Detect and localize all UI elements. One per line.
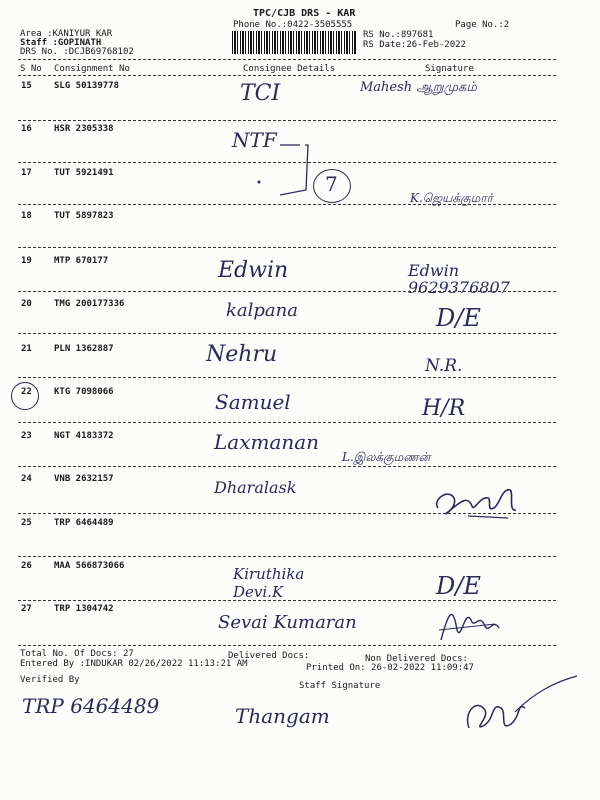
verified-by: Verified By — [20, 675, 80, 685]
row-sno: 22 — [21, 387, 32, 397]
row-sno: 17 — [21, 168, 32, 178]
row-divider — [18, 466, 556, 467]
staff-signature-label: Staff Signature — [299, 681, 381, 691]
handwritten-name: Thangam — [235, 704, 330, 728]
drs-number: DRS No. :DCJB69768102 — [20, 47, 134, 57]
rs-date: RS Date:26-Feb-2022 — [363, 40, 466, 50]
entered-by: Entered By :INDUKAR 02/26/2022 11:13:21 AM — [20, 659, 248, 669]
row-consignee: Nehru — [206, 342, 278, 367]
row-divider — [18, 204, 556, 205]
row-signature: L.இலக்குமணன் — [342, 450, 431, 464]
row-sno: 26 — [21, 561, 32, 571]
row-consignment: TUT 5897823 — [54, 211, 114, 221]
row-consignment: VNB 2632157 — [54, 474, 114, 484]
row-consignee: Edwin — [218, 258, 289, 283]
row-sno: 16 — [21, 124, 32, 134]
row-consignee: Sevai Kumaran — [218, 612, 357, 633]
row-signature: K.ஜெயக்குமார் — [410, 191, 493, 205]
row-consignment: TMG 200177336 — [54, 299, 125, 309]
delivered-docs: Delivered Docs: — [228, 651, 310, 661]
handwritten-note: TRP 6464489 — [22, 694, 160, 718]
barcode — [232, 31, 357, 54]
col-consignment: Consignment No — [54, 64, 130, 74]
row-divider — [18, 120, 556, 121]
row-consignment: TRP 6464489 — [54, 518, 114, 528]
row-consignee: Dharalask — [214, 478, 297, 497]
row-signature: Mahesh ஆறுமுகம் — [360, 80, 477, 95]
row-sno: 23 — [21, 431, 32, 441]
row-consignment: MAA 566873066 — [54, 561, 125, 571]
row-divider — [18, 377, 556, 378]
col-consignee: Consignee Details — [243, 64, 336, 74]
handwritten-signature — [428, 478, 523, 523]
row-consignment: HSR 2305338 — [54, 124, 114, 134]
rs-number: RS No.:897681 — [363, 30, 434, 40]
row-consignee: Laxmanan — [214, 430, 320, 454]
row-signature: Edwin 9629376807 — [408, 261, 510, 297]
total-docs: Total No. Of Docs: 27 — [20, 649, 134, 659]
printed-on: Printed On: 26-02-2022 11:09:47 — [306, 663, 474, 673]
header-rule-top — [18, 59, 556, 60]
row-divider — [18, 513, 556, 514]
row-consignment: SLG 50139778 — [54, 81, 120, 91]
row-consignee: TCI — [240, 81, 281, 106]
row-signature: H/R — [422, 396, 466, 421]
row-sno: 27 — [21, 604, 32, 614]
row-consignment: TUT 5921491 — [54, 168, 114, 178]
page-number: Page No.:2 — [455, 20, 510, 30]
row-divider — [18, 247, 556, 248]
row-consignment: PLN 1362887 — [54, 344, 114, 354]
row-consignment: NGT 4183372 — [54, 431, 114, 441]
header-rule-bottom — [18, 75, 556, 76]
row-sno: 24 — [21, 474, 32, 484]
row-consignee: Samuel — [215, 390, 291, 414]
row-sno: 20 — [21, 299, 32, 309]
row-sno: 25 — [21, 518, 32, 528]
staff-signature-scribble — [455, 672, 580, 742]
row-consignee: Kiruthika Devi.K — [233, 565, 305, 601]
area-label: Area :KANIYUR KAR — [20, 29, 113, 39]
row-signature: D/E — [436, 304, 481, 332]
row-sno: 15 — [21, 81, 32, 91]
row-consignee: NTF — [232, 128, 277, 152]
table-bottom-rule — [18, 645, 556, 646]
row-sno: 19 — [21, 256, 32, 266]
row-signature: N.R. — [425, 356, 463, 376]
row-divider — [18, 162, 556, 163]
row-signature: D/E — [436, 572, 481, 600]
staff-label: Staff :GOPINATH — [20, 38, 102, 48]
phone-number: Phone No.:0422-3505555 — [233, 20, 353, 30]
handwritten-signature — [435, 600, 505, 648]
row-divider — [18, 291, 556, 292]
row-consignment: MTP 670177 — [54, 256, 109, 266]
row-divider — [18, 556, 556, 557]
col-sno: S No — [20, 64, 42, 74]
row-consignment: KTG 7098066 — [54, 387, 114, 397]
row-consignment: TRP 1304742 — [54, 604, 114, 614]
row-divider — [18, 333, 556, 334]
hand-arrow-mark — [250, 140, 320, 200]
non-delivered-docs: Non Delivered Docs: — [365, 654, 468, 664]
circled-number: 7 — [325, 172, 338, 196]
row-consignee: kalpana — [226, 300, 298, 321]
row-sno: 21 — [21, 344, 32, 354]
doc-title: TPC/CJB DRS - KAR — [253, 8, 356, 19]
row-divider — [18, 422, 556, 423]
col-signature: Signature — [425, 64, 474, 74]
row-sno: 18 — [21, 211, 32, 221]
